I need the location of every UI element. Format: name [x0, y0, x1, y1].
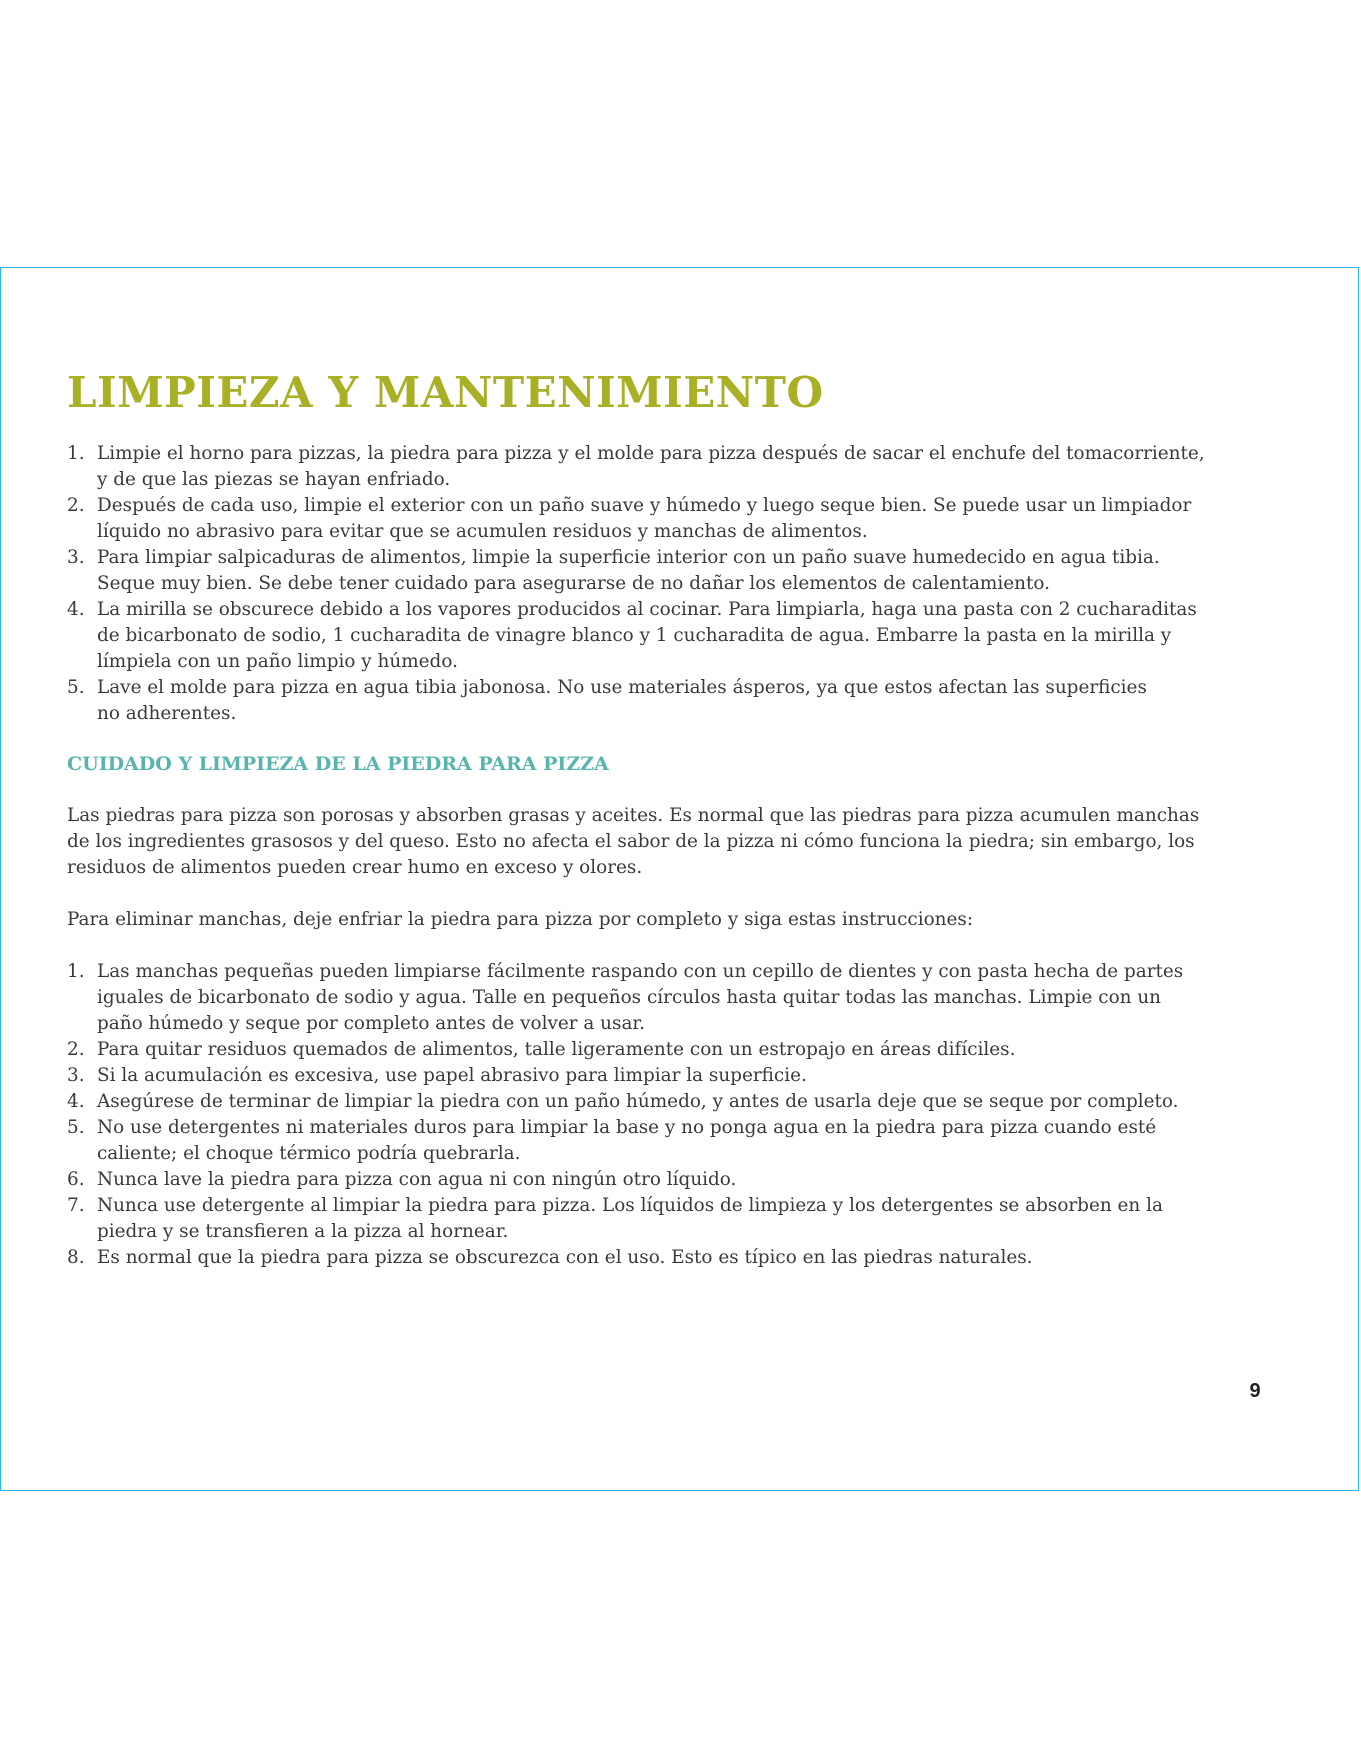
step-line: Nunca lave la piedra para pizza con agua ni con ningún otro líquido. [97, 1169, 737, 1190]
step-line: iguales de bicarbonato de sodio y agua. Talle en pequeños círculos hasta quitar todas las manchas. Limpie con un [97, 987, 1162, 1008]
step-line: caliente; el choque térmico podría quebrarla. [97, 1143, 521, 1164]
list-item [67, 1167, 1267, 1193]
step-line: Seque muy bien. Se debe tener cuidado para asegurarse de no dañar los elementos de calentamiento. [97, 573, 1050, 594]
page-number: 9 [1249, 1380, 1261, 1402]
step-line: no adherentes. [97, 703, 237, 724]
step-line: piedra y se transfieren a la pizza al hornear. [97, 1221, 509, 1242]
step-number: 1. [67, 443, 85, 464]
paragraph-line: de los ingredientes grasosos y del queso. Esto no afecta el sabor de la pizza ni cómo funciona la piedra; sin embargo, los [67, 831, 1195, 852]
step-number: 6. [67, 1169, 85, 1190]
cleaning-steps-list [67, 441, 1267, 727]
list-item [67, 493, 1267, 545]
list-item [67, 1245, 1267, 1271]
list-item [67, 1115, 1267, 1167]
step-line: paño húmedo y seque por completo antes de volver a usar. [97, 1013, 646, 1034]
paragraph-line: residuos de alimentos pueden crear humo en exceso y olores. [67, 857, 643, 878]
step-line: Para limpiar salpicaduras de alimentos, limpie la superficie interior con un paño suave humedecido en agua tibia. [97, 547, 1160, 568]
step-number: 5. [67, 1117, 85, 1138]
step-line: Las manchas pequeñas pueden limpiarse fácilmente raspando con un cepillo de dientes y con pasta hecha de partes [97, 961, 1184, 982]
step-line: líquido no abrasivo para evitar que se acumulen residuos y manchas de alimentos. [97, 521, 868, 542]
step-number: 2. [67, 495, 85, 516]
step-line: Después de cada uso, limpie el exterior con un paño suave y húmedo y luego seque bien. Se puede usar un limpiador [97, 495, 1192, 516]
step-line: No use detergentes ni materiales duros para limpiar la base y no ponga agua en la piedra para pizza cuando esté [97, 1117, 1157, 1138]
list-item [67, 597, 1267, 675]
list-item [67, 959, 1267, 1037]
step-line: Limpie el horno para pizzas, la piedra para pizza y el molde para pizza después de sacar el enchufe del tomacorriente, [97, 443, 1205, 464]
step-number: 3. [67, 547, 85, 568]
step-number: 7. [67, 1195, 85, 1216]
instructions-intro: Para eliminar manchas, deje enfriar la piedra para pizza por completo y siga estas instrucciones: [67, 909, 974, 930]
list-item [67, 545, 1267, 597]
step-line: La mirilla se obscurece debido a los vapores producidos al cocinar. Para limpiarla, haga una pasta con 2 cucharaditas [97, 599, 1197, 620]
step-line: Para quitar residuos quemados de alimentos, talle ligeramente con un estropajo en áreas difíciles. [97, 1039, 1016, 1060]
step-number: 2. [67, 1039, 85, 1060]
list-item [67, 1089, 1267, 1115]
step-line: Si la acumulación es excesiva, use papel abrasivo para limpiar la superficie. [97, 1065, 807, 1086]
step-number: 1. [67, 961, 85, 982]
step-line: Es normal que la piedra para pizza se obscurezca con el uso. Esto es típico en las piedras naturales. [97, 1247, 1033, 1268]
list-item [67, 1063, 1267, 1089]
paragraph-line: Las piedras para pizza son porosas y absorben grasas y aceites. Es normal que las piedras para pizza acumulen manchas [67, 805, 1200, 826]
step-line: Asegúrese de terminar de limpiar la piedra con un paño húmedo, y antes de usarla deje que se seque por completo. [97, 1091, 1179, 1112]
step-line: Nunca use detergente al limpiar la piedra para pizza. Los líquidos de limpieza y los detergentes se absorben en la [97, 1195, 1163, 1216]
step-line: límpiela con un paño limpio y húmedo. [97, 651, 458, 672]
step-line: y de que las piezas se hayan enfriado. [97, 469, 451, 490]
step-number: 8. [67, 1247, 85, 1268]
step-number: 5. [67, 677, 85, 698]
list-item [67, 1037, 1267, 1063]
step-line: de bicarbonato de sodio, 1 cucharadita de vinagre blanco y 1 cucharadita de agua. Embarre la pasta en la mirilla y [97, 625, 1172, 646]
stone-intro-paragraph [67, 803, 1199, 881]
list-item [67, 675, 1267, 727]
stone-steps-list [67, 959, 1267, 1271]
step-number: 4. [67, 599, 85, 620]
step-number: 4. [67, 1091, 85, 1112]
step-line: Lave el molde para pizza en agua tibia jabonosa. No use materiales ásperos, ya que estos afectan las superficies [97, 677, 1147, 698]
stone-care-heading: CUIDADO Y LIMPIEZA DE LA PIEDRA PARA PIZZA [67, 753, 609, 775]
step-number: 3. [67, 1065, 85, 1086]
section-title: LIMPIEZA Y MANTENIMIENTO [67, 368, 824, 417]
list-item [67, 441, 1267, 493]
list-item [67, 1193, 1267, 1245]
